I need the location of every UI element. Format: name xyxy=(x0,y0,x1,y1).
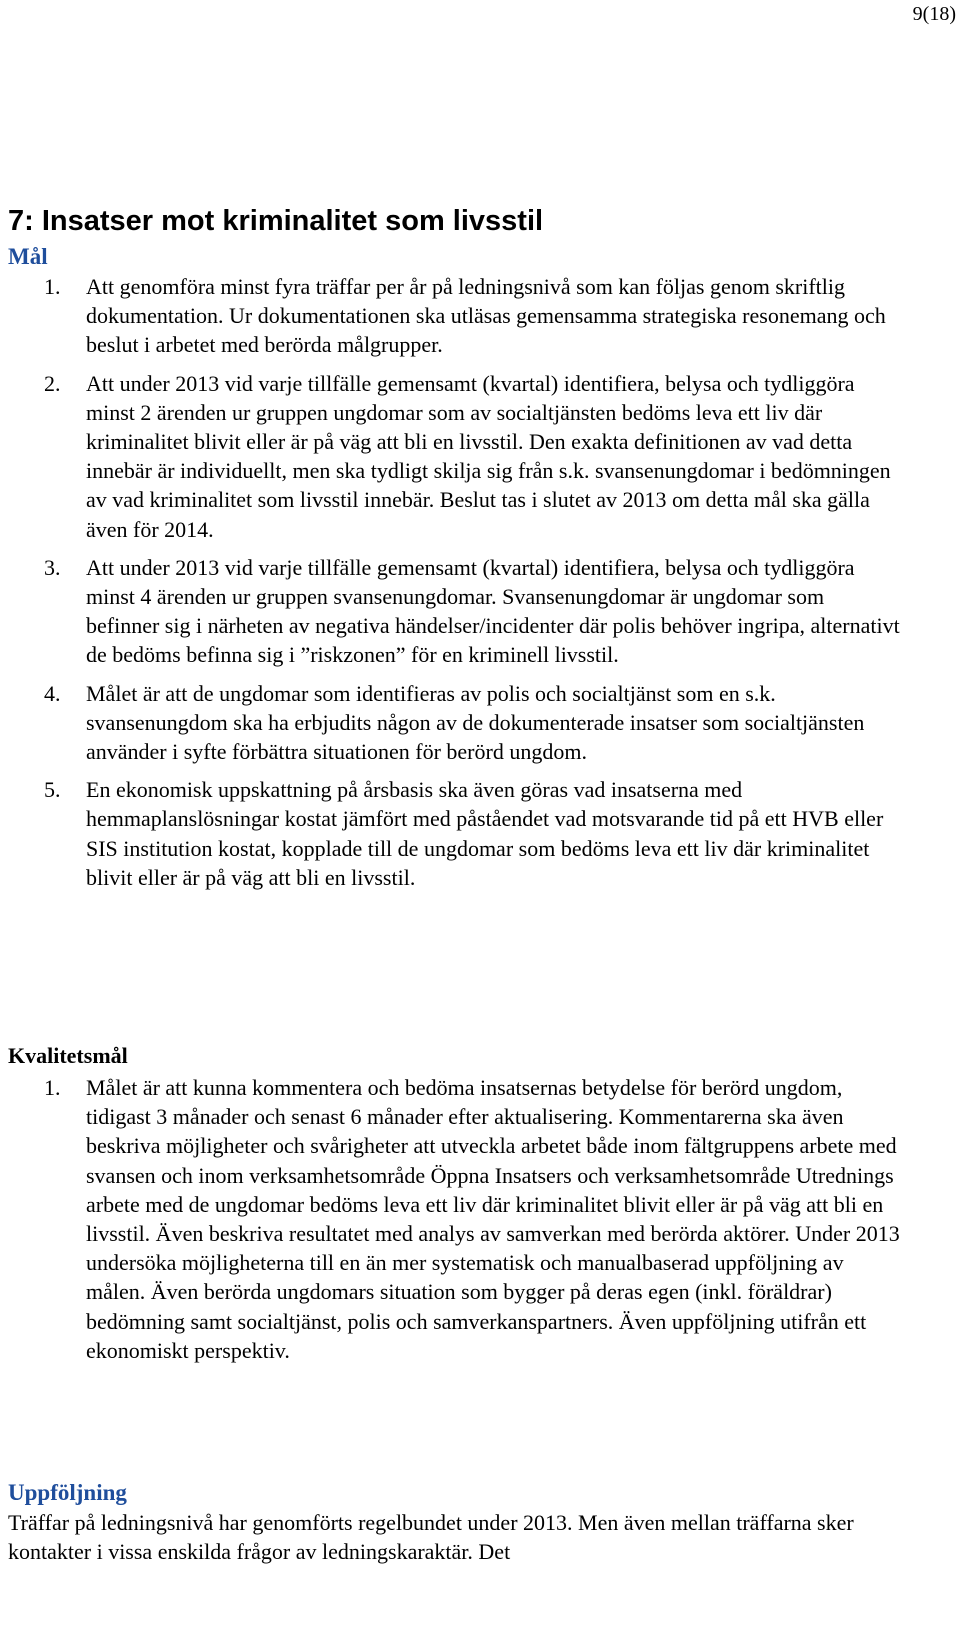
list-number: 2. xyxy=(44,370,61,396)
list-number: 1. xyxy=(44,1075,61,1100)
followup-heading: Uppföljning xyxy=(8,1480,127,1505)
goal-item-5 xyxy=(0,775,900,892)
goal-item-4 xyxy=(0,679,900,767)
goal-text: En ekonomisk uppskattning på årsbasis ska även göras vad insatserna med hemmaplanslösningar kostat jämfört med påståendet vad motsvarande tid på ett HVB eller SIS institution kostat, kopplade till de ungdomar som bedöms leva ett liv där kriminalitet blivit eller är på väg att bli en livsstil. xyxy=(86,777,884,890)
goal-text: Att genomföra minst fyra träffar per år på ledningsnivå som kan följas genom skriftlig dokumentation. Ur dokumentationen ska utläsas gemensamma strategiska resonemang och beslut i arbetet med berörda målgrupper. xyxy=(86,274,886,358)
goal-text: Att under 2013 vid varje tillfälle gemensamt (kvartal) identifiera, belysa och tydliggöra minst 2 ärenden ur gruppen ungdomar som av socialtjänsten bedöms leva ett liv där kriminalitet blivit eller är på väg att bli en livsstil. Den exakta definitionen av vad detta innebär är individuellt, men ska tydligt skilja sig från s.k. svansenungdomar i bedömningen av vad kriminalitet som livsstil innebär. Beslut tas i slutet av 2013 om detta mål ska gälla även för 2014. xyxy=(86,370,891,542)
list-number: 4. xyxy=(44,680,61,706)
goal-text: Målet är att de ungdomar som identifieras av polis och socialtjänst som en s.k. svansenungdom ska ha erbjudits någon av de dokumenterade insatser som socialtjänsten använder i syfte förbättra situationen för berörd ungdom. xyxy=(86,680,865,765)
list-number: 1. xyxy=(44,274,61,299)
quality-goals-list xyxy=(0,1073,900,1365)
section-title: 7: Insatser mot kriminalitet som livsstil xyxy=(8,205,544,237)
quality-goals-heading: Kvalitetsmål xyxy=(8,1043,128,1068)
quality-goal-item-1 xyxy=(0,1073,900,1365)
followup-text: Träffar på ledningsnivå har genomförts regelbundet under 2013. Men även mellan träffarna sker kontakter i vissa enskilda frågor av ledningskaraktär. Det xyxy=(8,1510,854,1565)
goal-item-3 xyxy=(0,553,900,670)
list-number: 5. xyxy=(44,777,61,803)
goal-item-2 xyxy=(0,369,900,544)
page-number: 9(18) xyxy=(912,3,956,25)
goals-list xyxy=(0,272,900,892)
list-number: 3. xyxy=(44,554,61,580)
goal-text: Att under 2013 vid varje tillfälle gemensamt (kvartal) identifiera, belysa och tydliggöra minst 4 ärenden ur gruppen svansenungdomar. Svansenungdomar är ungdomar som befinner sig i närheten av negativa händelser/incidenter där polis behöver ingripa, alternativt de bedöms befinna sig i ”riskzonen” för en kriminell livsstil. xyxy=(86,554,900,668)
goals-heading: Mål xyxy=(8,244,48,269)
quality-goal-text: Målet är att kunna kommentera och bedöma insatsernas betydelse för berörd ungdom, tidigast 3 månader och senast 6 månader efter aktualisering. Kommentarerna ska även beskriva möjligheter och svårigheter att utveckla arbetet både inom fältgruppens arbete med svansen och inom verksamhetsområde Öppna Insatsers och verksamhetsområde Utrednings arbete med de ungdomar bedöms leva ett liv där kriminalitet blivit eller är på väg att bli en livsstil. Även beskriva resultatet med analys av samverkan med berörda aktörer. Under 2013 undersöka möjligheterna till en än mer systematisk och manualbaserad uppföljning av målen. Även berörda ungdomars situation som bygger på deras egen (inkl. föräldrar) bedömning samt socialtjänst, polis och samverkanspartners. Även uppföljning utifrån ett ekonomiskt perspektiv. xyxy=(86,1075,900,1363)
goal-item-1 xyxy=(0,272,900,360)
